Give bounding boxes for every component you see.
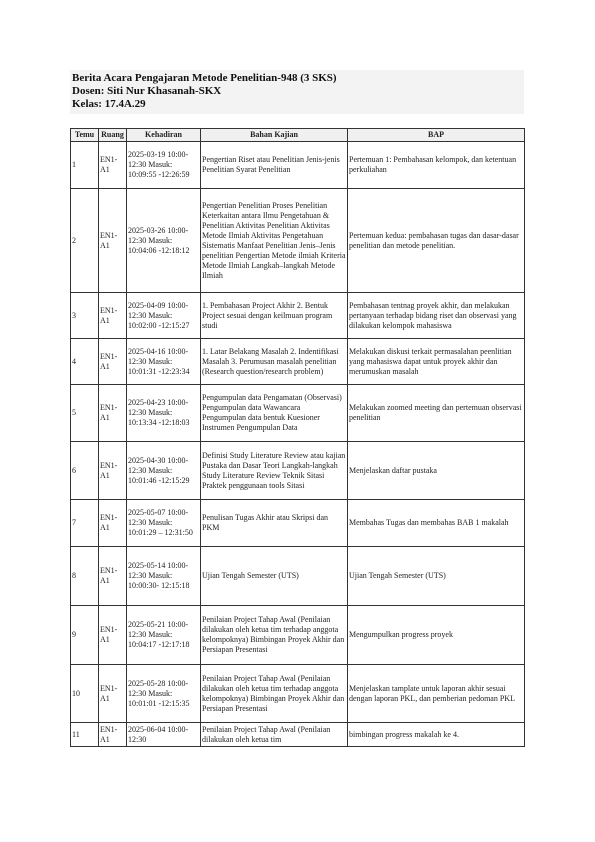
cell-bahan-kajian: 1. Pembahasan Project Akhir 2. Bentuk Project sesuai dengan keilmuan program studi <box>201 293 348 339</box>
table-header-row <box>71 129 525 142</box>
cell-bahan-kajian: Penilaian Project Tahap Awal (Penilaian dilakukan oleh ketua tim terhadap anggota kelompoknya) Bimbingan Proyek Akhir dan Persiapan Presentasi <box>201 606 348 665</box>
cell-temu: 6 <box>71 442 99 500</box>
cell-ruang: EN1-A1 <box>99 606 127 665</box>
cell-kehadiran: 2025-05-07 10:00-12:30 Masuk: 10:01:29 – 12:31:50 <box>127 500 201 547</box>
column-header-bap: BAP <box>348 129 525 142</box>
cell-ruang: EN1-A1 <box>99 293 127 339</box>
cell-bahan-kajian: Pengertian Penelitian Proses Penelitian Keterkaitan antara Ilmu Pengetahuan & Penelitian Aktivitas Penelitian Aktivitas Metode Ilmiah Aktivitas Pengetahuan Sistematis Manfaat Penelitian Jenis–Jenis penelitian Pengertian Metode ilmiah Kriteria Metode Ilmiah Langkah–langkah Metode Ilmiah <box>201 189 348 293</box>
column-header-bahan-kajian: Bahan Kajian <box>201 129 348 142</box>
cell-temu: 8 <box>71 547 99 606</box>
cell-bahan-kajian: Penilaian Project Tahap Awal (Penilaian dilakukan oleh ketua tim terhadap anggota kelompoknya) Bimbingan Proyek Akhir dan Persiapan Presentasi <box>201 665 348 723</box>
cell-temu: 3 <box>71 293 99 339</box>
cell-temu: 4 <box>71 339 99 385</box>
document-header <box>70 70 524 114</box>
table-row <box>71 665 525 723</box>
cell-bahan-kajian: Penulisan Tugas Akhir atau Skripsi dan PKM <box>201 500 348 547</box>
cell-bap: Pertemuan 1: Pembahasan kelompok, dan ketentuan perkuliahan <box>348 142 525 189</box>
cell-kehadiran: 2025-03-19 10:00-12:30 Masuk: 10:09:55 -12:26:59 <box>127 142 201 189</box>
cell-kehadiran: 2025-05-21 10:00-12:30 Masuk: 10:04:17 -12:17:18 <box>127 606 201 665</box>
table-row <box>71 723 525 747</box>
table-row <box>71 442 525 500</box>
cell-ruang: EN1-A1 <box>99 385 127 442</box>
cell-bap: Pembahasan tentnag proyek akhir, dan melakukan pertanyaan terhadap bidang riset dan observasi yang dilakukan kelompok mahasiswa <box>348 293 525 339</box>
table-row <box>71 339 525 385</box>
table-row <box>71 606 525 665</box>
cell-kehadiran: 2025-04-09 10:00-12:30 Masuk: 10:02:00 -12:15:27 <box>127 293 201 339</box>
cell-ruang: EN1-A1 <box>99 142 127 189</box>
course-title: Berita Acara Pengajaran Metode Penelitian-948 (3 SKS) <box>72 72 337 84</box>
table-row <box>71 142 525 189</box>
cell-temu: 7 <box>71 500 99 547</box>
cell-ruang: EN1-A1 <box>99 723 127 747</box>
cell-kehadiran: 2025-05-28 10:00-12:30 Masuk: 10:01:01 -12:15:35 <box>127 665 201 723</box>
cell-bap: Menjelaskan tamplate untuk laporan akhir sesuai dengan laporan PKL, dan pemberian pedoman PKL <box>348 665 525 723</box>
table-row <box>71 293 525 339</box>
cell-bap: Melakukan zoomed meeting dan pertemuan observasi penelitian <box>348 385 525 442</box>
cell-ruang: EN1-A1 <box>99 500 127 547</box>
cell-temu: 11 <box>71 723 99 747</box>
cell-bahan-kajian: Pengumpulan data Pengamatan (Observasi) Pengumpulan data Wawancara Pengumpulan data bentuk Kuesioner Instrumen Pengumpulan Data <box>201 385 348 442</box>
cell-bahan-kajian: Ujian Tengah Semester (UTS) <box>201 547 348 606</box>
cell-temu: 9 <box>71 606 99 665</box>
cell-ruang: EN1-A1 <box>99 442 127 500</box>
cell-temu: 1 <box>71 142 99 189</box>
lecturer-name: Dosen: Siti Nur Khasanah-SKX <box>72 85 222 97</box>
cell-kehadiran: 2025-04-16 10:00-12:30 Masuk: 10:01:31 -12:23:34 <box>127 339 201 385</box>
cell-bap: Melakukan diskusi terkait permasalahan peenlitian yang mahasiswa dapat untuk proyek akhir dan merumuskan masalah <box>348 339 525 385</box>
cell-temu: 5 <box>71 385 99 442</box>
table-row <box>71 547 525 606</box>
cell-temu: 10 <box>71 665 99 723</box>
cell-bap: Ujian Tengah Semester (UTS) <box>348 547 525 606</box>
cell-kehadiran: 2025-04-30 10:00-12:30 Masuk: 10:01:46 -12:15:29 <box>127 442 201 500</box>
cell-ruang: EN1-A1 <box>99 189 127 293</box>
column-header-ruang: Ruang <box>99 129 127 142</box>
cell-bahan-kajian: Definisi Study Literature Review atau kajian Pustaka dan Dasar Teori Langkah-langkah Study Literature Review Teknik Sitasi Praktek penggunaan tools Sitasi <box>201 442 348 500</box>
cell-ruang: EN1-A1 <box>99 339 127 385</box>
table-row <box>71 500 525 547</box>
cell-temu: 2 <box>71 189 99 293</box>
cell-bap: Mengumpulkan progress proyek <box>348 606 525 665</box>
cell-bap: Menjelaskan daftar pustaka <box>348 442 525 500</box>
table-row <box>71 189 525 293</box>
cell-kehadiran: 2025-04-23 10:00-12:30 Masuk: 10:13:34 -12:18:03 <box>127 385 201 442</box>
cell-bahan-kajian: Penilaian Project Tahap Awal (Penilaian dilakukan oleh ketua tim <box>201 723 348 747</box>
cell-bap: Membahas Tugas dan membahas BAB 1 makalah <box>348 500 525 547</box>
cell-ruang: EN1-A1 <box>99 665 127 723</box>
teaching-record-table <box>70 128 525 747</box>
class-code: Kelas: 17.4A.29 <box>72 98 146 110</box>
table-row <box>71 385 525 442</box>
cell-bap: bimbingan progress makalah ke 4. <box>348 723 525 747</box>
column-header-kehadiran: Kehadiran <box>127 129 201 142</box>
cell-kehadiran: 2025-05-14 10:00-12:30 Masuk: 10:00:30- 12:15:18 <box>127 547 201 606</box>
cell-bahan-kajian: 1. Latar Belakang Masalah 2. Indentifikasi Masalah 3. Perumusan masalah penelitian (Research question/research problem) <box>201 339 348 385</box>
cell-kehadiran: 2025-03-26 10:00-12:30 Masuk: 10:04:06 -12:18:12 <box>127 189 201 293</box>
cell-ruang: EN1-A1 <box>99 547 127 606</box>
column-header-temu: Temu <box>71 129 99 142</box>
cell-kehadiran: 2025-06-04 10:00-12:30 <box>127 723 201 747</box>
cell-bap: Pertemuan kedua: pembahasan tugas dan dasar-dasar penelitian dan metode penelitian. <box>348 189 525 293</box>
cell-bahan-kajian: Pengertian Riset atau Penelitian Jenis-jenis Penelitian Syarat Penelitian <box>201 142 348 189</box>
